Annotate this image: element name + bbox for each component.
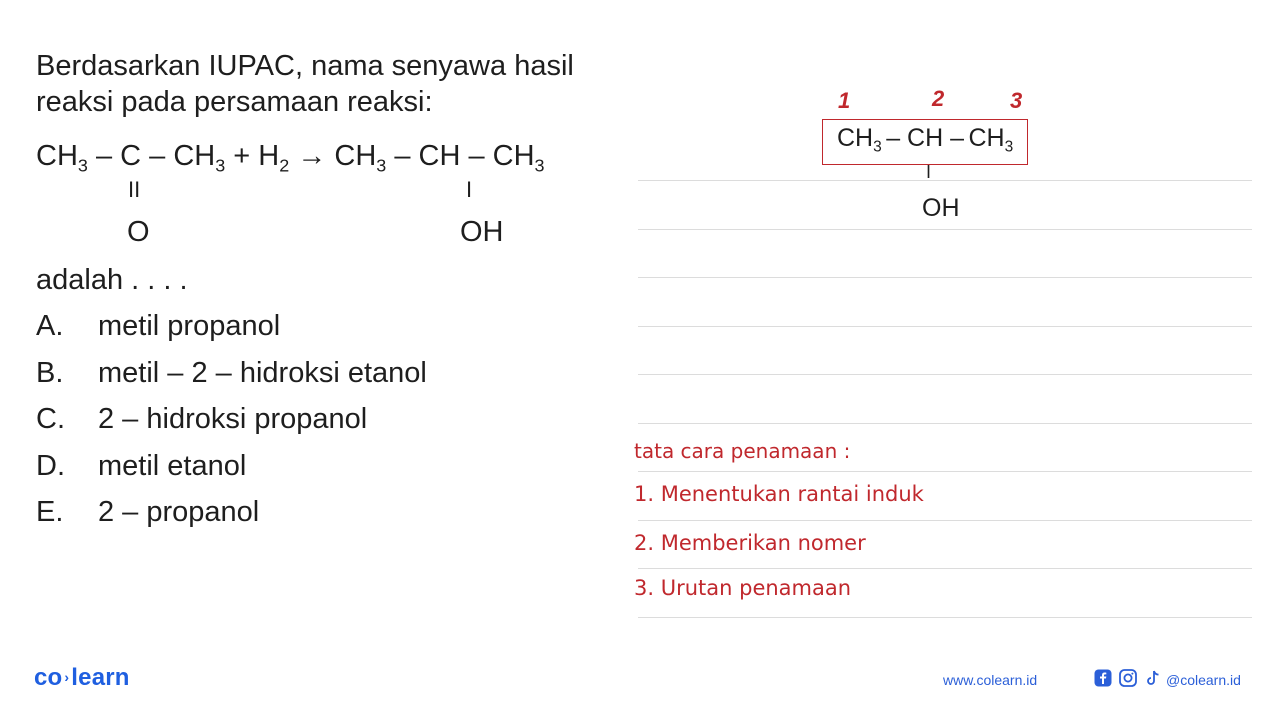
naming-step-3: 3. Urutan penamaan — [634, 576, 852, 600]
option-letter: E. — [36, 496, 64, 528]
option-letter: C. — [36, 403, 65, 435]
ruled-line — [638, 568, 1252, 569]
oxygen-label: O — [127, 216, 150, 248]
reactant-carbonyl-carbon: – C – — [95, 140, 166, 172]
reactant-ch3-left: $CH_3$ — [36, 140, 88, 176]
option-letter: D. — [36, 450, 65, 482]
ruled-line — [638, 229, 1252, 230]
ruled-line — [638, 471, 1252, 472]
product-ch-middle: – CH – — [394, 140, 485, 172]
plus-sign: + — [233, 140, 251, 172]
ruled-line — [638, 520, 1252, 521]
structure-ch-middle: – CH – — [886, 124, 964, 152]
social-handle[interactable]: @colearn.id — [1166, 672, 1241, 688]
structure-hydroxyl: OH — [922, 194, 960, 222]
carbon-number-3: 3 — [1010, 88, 1023, 113]
structure-bond: I — [926, 162, 932, 182]
structure-ch3-right: $CH_3$ — [968, 124, 1014, 156]
naming-heading: tata cara penamaan : — [634, 439, 851, 463]
hydrogen: $H_2$ — [258, 140, 290, 176]
product-ch3-right: $CH_3$ — [492, 140, 545, 176]
question-line-1: Berdasarkan IUPAC, nama senyawa hasil — [36, 50, 574, 82]
option-text: metil propanol — [98, 310, 281, 342]
option-text: metil – 2 – hidroksi etanol — [98, 357, 427, 389]
ruled-line — [638, 374, 1252, 375]
option-letter: A. — [36, 310, 64, 342]
instagram-icon[interactable] — [1119, 669, 1137, 687]
option-b[interactable] — [36, 357, 427, 390]
reaction-equation — [36, 140, 545, 176]
facebook-icon[interactable] — [1094, 669, 1112, 687]
option-d[interactable] — [36, 450, 246, 483]
option-letter: B. — [36, 357, 64, 389]
ruled-line — [638, 326, 1252, 327]
carbon-number-1: 1 — [838, 88, 851, 113]
option-text: 2 – hidroksi propanol — [98, 403, 368, 435]
naming-step-2: 2. Memberikan nomer — [634, 531, 866, 555]
ruled-line — [638, 617, 1252, 618]
carbon-number-2: 2 — [932, 86, 945, 111]
colearn-logo[interactable]: co ›learn — [34, 664, 130, 691]
tiktok-icon[interactable] — [1144, 669, 1162, 687]
product-ch3-left: $CH_3$ — [334, 140, 387, 176]
naming-step-1: 1. Menentukan rantai induk — [634, 482, 924, 506]
website-link[interactable]: www.colearn.id — [943, 672, 1038, 688]
boxed-main-chain — [822, 119, 1028, 165]
ruled-line — [638, 180, 1252, 181]
question-line-after: adalah . . . . — [36, 264, 188, 296]
option-text: 2 – propanol — [98, 496, 260, 528]
reaction-arrow: → — [297, 140, 327, 172]
option-e[interactable] — [36, 496, 259, 529]
option-a[interactable] — [36, 310, 280, 343]
question-line-2: reaksi pada persamaan reaksi: — [36, 86, 433, 118]
single-bond: I — [466, 177, 473, 202]
structure-ch3-left: $CH_3$ — [837, 124, 882, 156]
option-c[interactable] — [36, 403, 367, 436]
ruled-line — [638, 423, 1252, 424]
double-bond: II — [128, 177, 141, 202]
option-text: metil etanol — [98, 450, 247, 482]
reactant-ch3-right: $CH_3$ — [173, 140, 226, 176]
ruled-line — [638, 277, 1252, 278]
hydroxyl-label: OH — [460, 216, 504, 248]
